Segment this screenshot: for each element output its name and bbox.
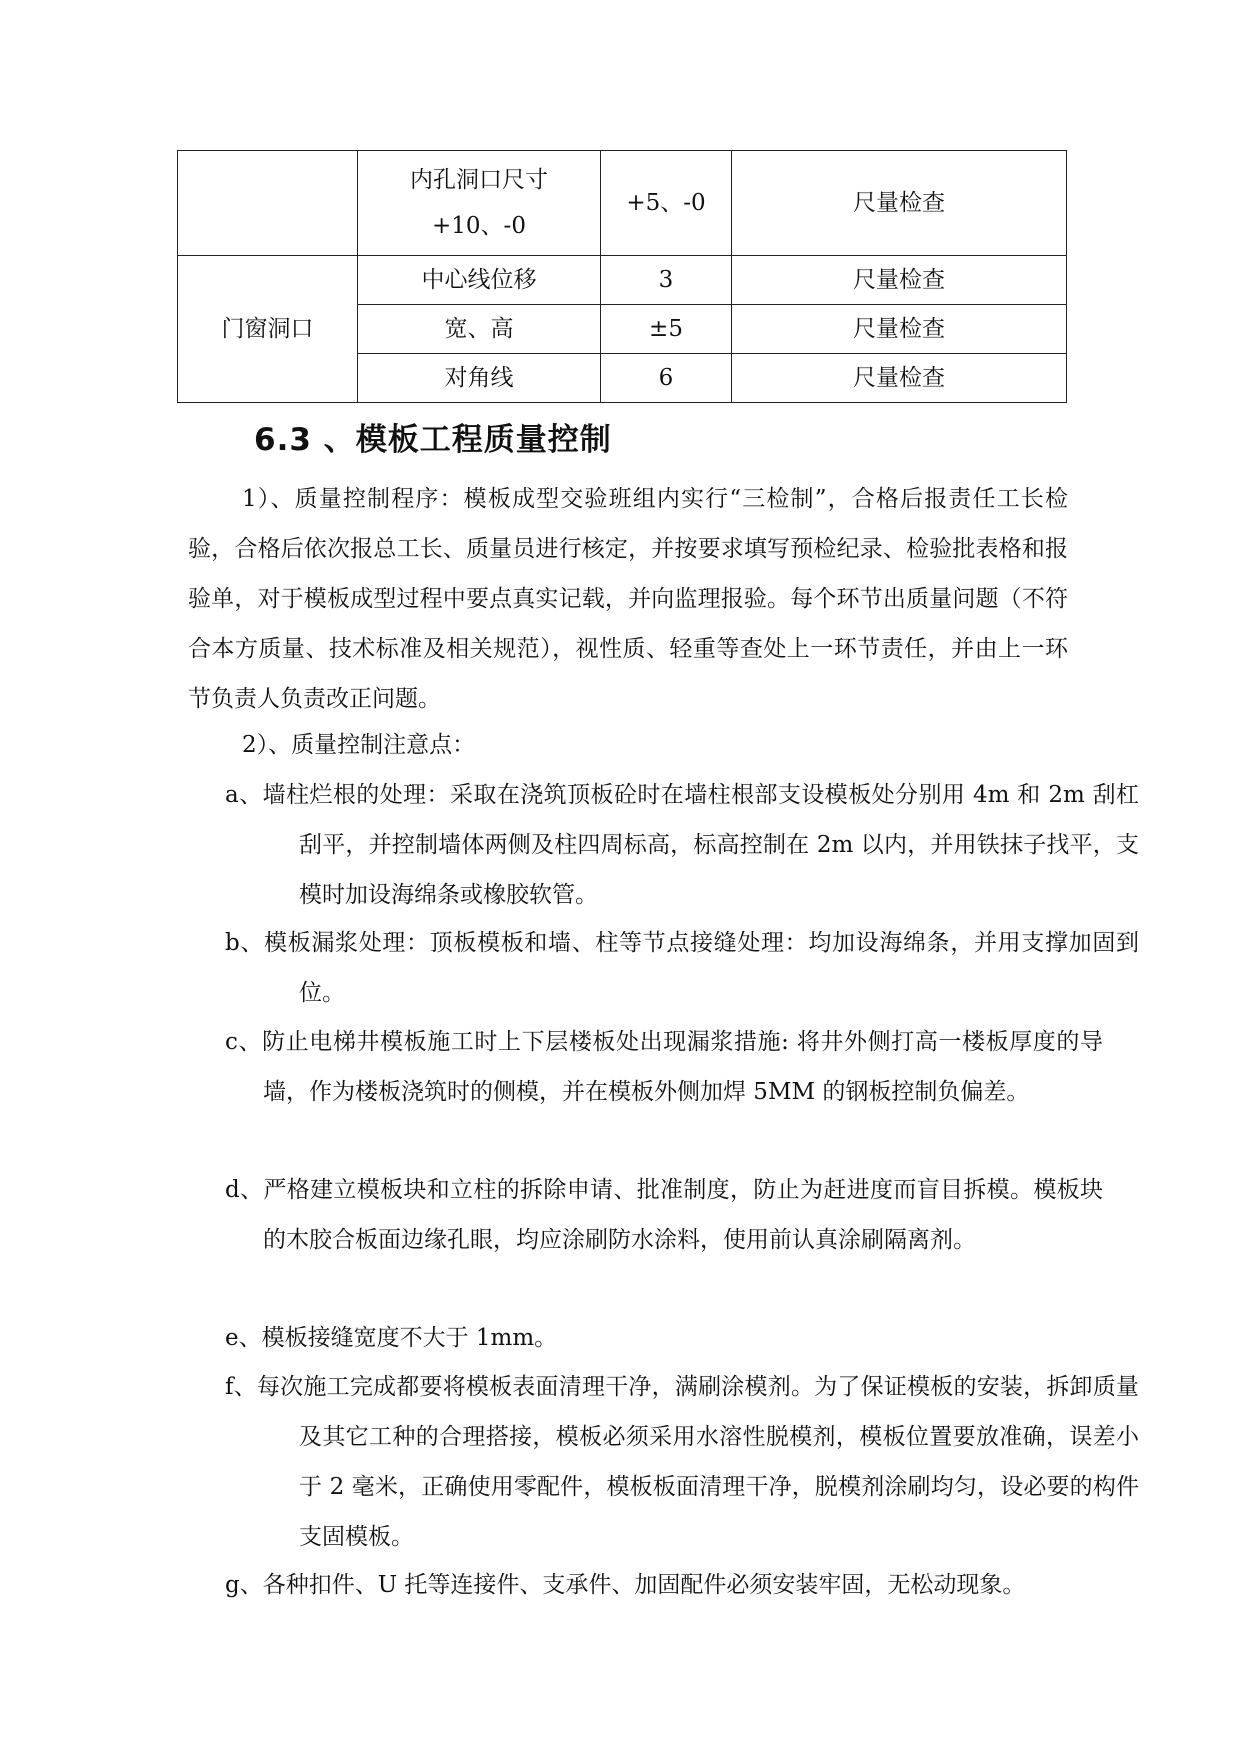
table-cell: 尺量检查 (732, 151, 1067, 256)
table-cell: 尺量检查 (732, 354, 1067, 403)
section-heading: 6.3 、模板工程质量控制 (254, 422, 612, 458)
list-item: d、严格建立模板块和立柱的拆除申请、批准制度，防止为赶进度而盲目拆模。模板块的木胶合板面边缘孔眼，均应涂刷防水涂料，使用前认真涂刷隔离剂。 (225, 1177, 1103, 1253)
paragraph-quality-points: 2）、质量控制注意点： (242, 732, 476, 758)
table-row (178, 151, 1067, 256)
paragraph-quality-procedure: 1）、质量控制程序：模板成型交验班组内实行“三检制”，合格后报责任工长检验，合格后依次报总工长、质量员进行核定，并按要求填写预检纪录、检验批表格和报验单，对于模板成型过程中要点真实记载，并向监理报验。每个环节出质量问题（不符合本方质量、技术标准及相关规范），视性质、轻重等查处上一环节责任，并由上一环节负责人负责改正问题。 (188, 486, 1068, 712)
table-cell: 对角线 (358, 354, 601, 403)
table-cell: 6 (601, 354, 732, 403)
table-cell: 内孔洞口尺寸+10、-0 (358, 151, 601, 256)
list-item: c、防止电梯井模板施工时上下层楼板处出现漏浆措施: 将井外侧打高一楼板厚度的导墙，作为楼板浇筑时的侧模，并在模板外侧加焊 5MM 的钢板控制负偏差。 (225, 1029, 1103, 1105)
list-item: e、模板接缝宽度不大于 1mm。 (225, 1325, 558, 1351)
table-cell: 尺量检查 (732, 256, 1067, 305)
tolerance-table (177, 150, 1067, 403)
table-cell: 宽、高 (358, 305, 601, 354)
list-item: g、各种扣件、U 托等连接件、支承件、加固配件必须安装牢固，无松动现象。 (225, 1572, 1026, 1598)
list-item: b、模板漏浆处理：顶板模板和墙、柱等节点接缝处理：均加设海绵条，并用支撑加固到位。 (225, 930, 1139, 1006)
table-cell: 中心线位移 (358, 256, 601, 305)
table-cell: 门窗洞口 (178, 256, 358, 403)
table-row (178, 256, 1067, 305)
table-cell: +5、-0 (601, 151, 732, 256)
table-cell: 尺量检查 (732, 305, 1067, 354)
table-cell: 3 (601, 256, 732, 305)
list-item: a、墙柱烂根的处理：采取在浇筑顶板砼时在墙柱根部支设模板处分别用 4m 和 2m 刮杠刮平，并控制墙体两侧及柱四周标高，标高控制在 2m 以内，并用铁抹子找平，支模时加设海绵条或橡胶软管。 (225, 782, 1139, 908)
table-cell (178, 151, 358, 256)
table-cell: ±5 (601, 305, 732, 354)
list-item: f、每次施工完成都要将模板表面清理干净，满刷涂模剂。为了保证模板的安装，拆卸质量及其它工种的合理搭接，模板必须采用水溶性脱模剂，模板位置要放准确，误差小于 2 毫米，正确使用零配件，模板板面清理干净，脱模剂涂刷均匀，设必要的构件支固模板。 (225, 1374, 1139, 1550)
